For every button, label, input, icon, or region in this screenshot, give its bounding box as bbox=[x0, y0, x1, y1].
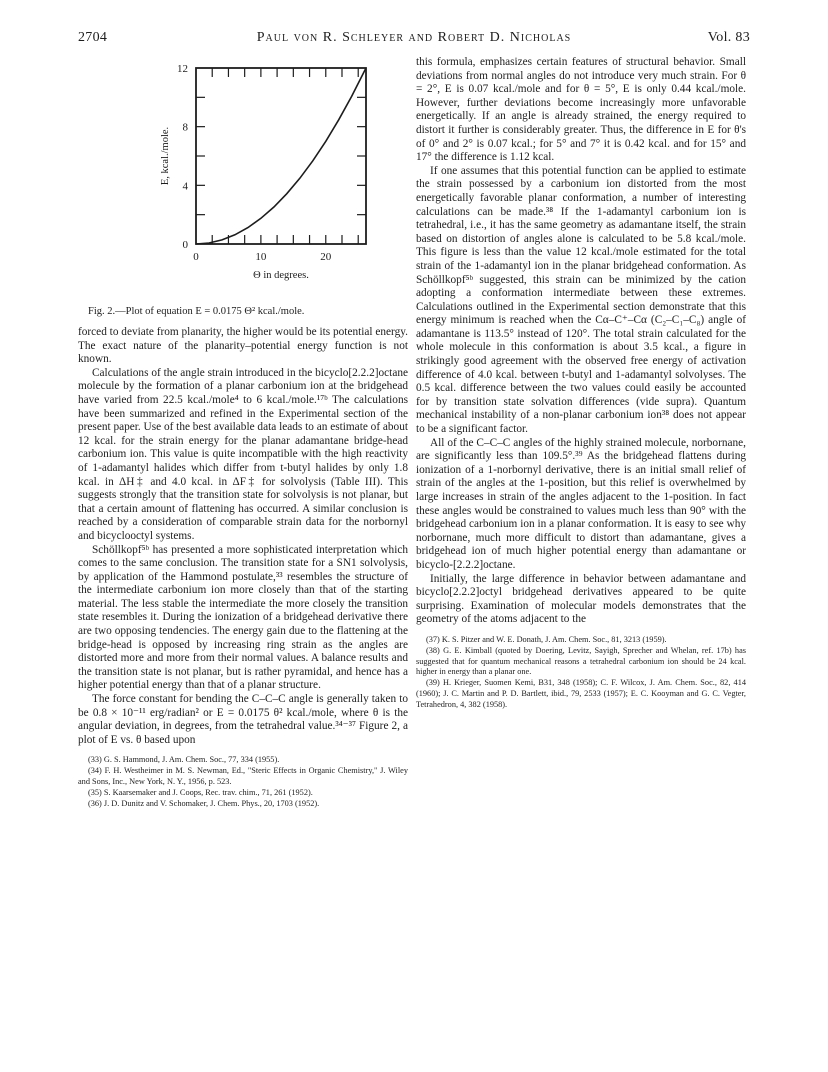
right-column bbox=[416, 56, 746, 711]
energy-curve bbox=[196, 68, 366, 244]
paragraph: All of the C–C–C angles of the highly strained molecule, norbornane, are significantly less than 109.5°.³⁹ As the bridgehead flattens during ionization of a 1-norbornyl derivative, there is an initial small relief of strain of the angles at the 1-position, but this relief is overwhelmed by large increases in strain of the angles adjacent to the 1-position. In fact these angles would be constrained to values much less than 90° with the bridgehead carbonium ion in a planar conformation. It is easy to see why norbornane, much more difficult to distort than adamantane, gives a bridgehead ion of much higher potential energy than adamantane or bicyclo-[2.2.2]octane. bbox=[416, 436, 746, 571]
paragraph: Calculations of the angle strain introduced in the bicyclo[2.2.2]octane molecule by the formation of a planar carbonium ion at the bridgehead have varied from 22.5 kcal./mole⁴ to 6 kcal./mole.¹⁷ᵇ The calculations have been summarized and refined in the Experimental section of the present paper. Use of the best available data leads to an estimate of about 12 kcal. for the strain energy for the planar adamantane bridge-head carbonium ion. This value is quite incompatible with the high reactivity of 1-adamantyl halides which differ from t-butyl halides by only 1.8 kcal. in ΔH‡ and 4.0 kcal. in ΔF‡ for solvolysis (Table III). This suggests strongly that the transition state for solvolysis is not planar, but that a certain amount of flattening has occurred. A similar conclusion is reached by a consideration of comparable strain data for the norbornyl and bicyclooctyl systems. bbox=[78, 366, 408, 542]
footnote: (39) H. Krieger, Suomen Kemi, B31, 348 (1958); C. F. Wilcox, J. Am. Chem. Soc., 82, 414 (1960); J. C. Martin and P. D. Bartlett, ibid., 79, 2533 (1957); E. C. Kooyman and G. C. Vegter, Tetrahedron, 4, 382 (1958). bbox=[416, 678, 746, 709]
running-header-authors: Paul von R. Schleyer and Robert D. Nicholas bbox=[256, 30, 572, 45]
y-tick-label: 8 bbox=[182, 121, 188, 134]
paragraph: If one assumes that this potential function can be applied to estimate the strain possessed by a carbonium ion distorted from the most energetically favorable planar conformation, a number of interesting calculations can be made.³⁸ If the 1-adamantyl carbonium ion is tetrahedral, i.e., it has the same geometry as adamantane itself, the strain based on distortion of angles alone is calculated to be 5.8 kcal./mole. This figure is less than the value 12 kcal./mole estimated for the total strain of the 1-adamantyl ion in the planar bridgehead conformation. As Schöllkopf⁵ᵇ suggested, this strain can be minimized by the cation adopting a conformation intermediate between these extremes. Calculations outlined in the Experimental section demonstrate that this energy minimum is reached when the Cα–C⁺–Cα (C₂–C₁–C₈) angle of adamantane is 113.5° instead of 120°. The total strain calculated for the whole molecule in this conformation is about 3.5 kcal., a figure in strikingly good agreement with the observed free energy of activation difference of 4.0 kcal. between t-butyl and 1-adamantyl solvolyses. The 0.5 kcal. difference between the two values could easily be accounted for by transition state solvation differences (vide supra). Quantum mechanical instability of a non-planar carbonium ion³⁸ does not appear to be a significant factor. bbox=[416, 164, 746, 436]
footnote: (33) G. S. Hammond, J. Am. Chem. Soc., 77, 334 (1955). bbox=[88, 755, 280, 765]
y-axis-label: E, kcal./mole. bbox=[160, 126, 171, 186]
figure-2 bbox=[78, 56, 408, 304]
x-tick-label: 0 bbox=[193, 251, 199, 263]
x-tick-label: 10 bbox=[255, 251, 267, 263]
footnotes bbox=[416, 635, 746, 711]
energy-plot bbox=[78, 56, 408, 286]
paragraph: Initially, the large difference in behavior between adamantane and bicyclo[2.2.2]octyl bridgehead derivatives appeared to be quite surprising. Examination of molecular models demonstrates that the geometry of the atoms adjacent to the bbox=[416, 572, 746, 626]
left-column bbox=[78, 56, 408, 809]
page-number: 2704 bbox=[78, 30, 108, 45]
figure-caption: Fig. 2.—Plot of equation E = 0.0175 Θ² kcal./mole. bbox=[88, 306, 305, 317]
paragraph: this formula, emphasizes certain features of structural behavior. Small deviations from normal angles do not introduce very much strain. For θ = 2°, E is 0.07 kcal./mole and for θ = 5°, E is only 0.44 kcal./mole. However, further deviations become increasingly more unfavorable energetically. If an angle is already strained, the energy required to distort it further is considerably greater. Thus, the difference in E for θ's of 0° and 2° is 0.07 kcal.; for 5° and 7° it is 0.42 kcal. and for 15° and 17° the difference is 1.12 kcal. bbox=[416, 56, 746, 164]
paragraph: Schöllkopf⁵ᵇ has presented a more sophisticated interpretation which comes to the same conclusion. The transition state for a SN1 solvolysis, by application of the Hammond postulate,³³ resembles the structure of the intermediate carbonium ion more closely than that of the starting material. The less stable the intermediate the more closely the transition state resembles it. During the ionization of a bridgehead derivative there are two opposing tendencies. The energy gain due to the flattening at the bridge-head is opposed by increasing ring strain as the angles are distorted more and more from their normal values. A balance results and the transition state is not planar, but is rather pyramidal, and hence has a higher potential energy than that of a planar structure. bbox=[78, 543, 408, 692]
y-tick-label: 0 bbox=[182, 239, 188, 251]
footnotes bbox=[78, 755, 408, 809]
footnote: (37) K. S. Pitzer and W. E. Donath, J. Am. Chem. Soc., 81, 3213 (1959). bbox=[426, 634, 667, 644]
y-tick-label: 4 bbox=[182, 180, 188, 193]
footnote: (35) S. Kaarsemaker and J. Coops, Rec. trav. chim., 71, 261 (1952). bbox=[88, 787, 313, 797]
x-tick-label: 20 bbox=[320, 251, 332, 263]
plot-frame bbox=[196, 68, 366, 244]
footnote: (38) G. E. Kimball (quoted by Doering, Levitz, Sayigh, Sprecher and Whelan, ref. 17b) has suggested that for quantum mechanical reasons a tetrahedral carbonium ion should be 24 kcal. higher in energy than a planar one. bbox=[416, 645, 746, 677]
paragraph: The force constant for bending the C–C–C angle is generally taken to be 0.8 × 10⁻¹¹ erg/radian² or E = 0.0175 θ² kcal./mole, where θ is the angular deviation, in degrees, from the tetrahedral value.³⁴⁻³⁷ Figure 2, a plot of E vs. θ based upon bbox=[78, 693, 408, 746]
footnote: (34) F. H. Westheimer in M. S. Newman, Ed., "Steric Effects in Organic Chemistry," J. Wiley and Sons, Inc., New York, N. Y., 1956, p. 523. bbox=[78, 766, 408, 786]
paragraph: forced to deviate from planarity, the higher would be its potential energy. The exact nature of the planarity–potential energy function is not known. bbox=[78, 326, 408, 366]
x-axis-label: Θ in degrees. bbox=[253, 270, 309, 281]
y-tick-label: 12 bbox=[177, 63, 188, 75]
volume-label: Vol. 83 bbox=[707, 30, 750, 45]
footnote: (36) J. D. Dunitz and V. Schomaker, J. Chem. Phys., 20, 1703 (1952). bbox=[88, 798, 320, 808]
